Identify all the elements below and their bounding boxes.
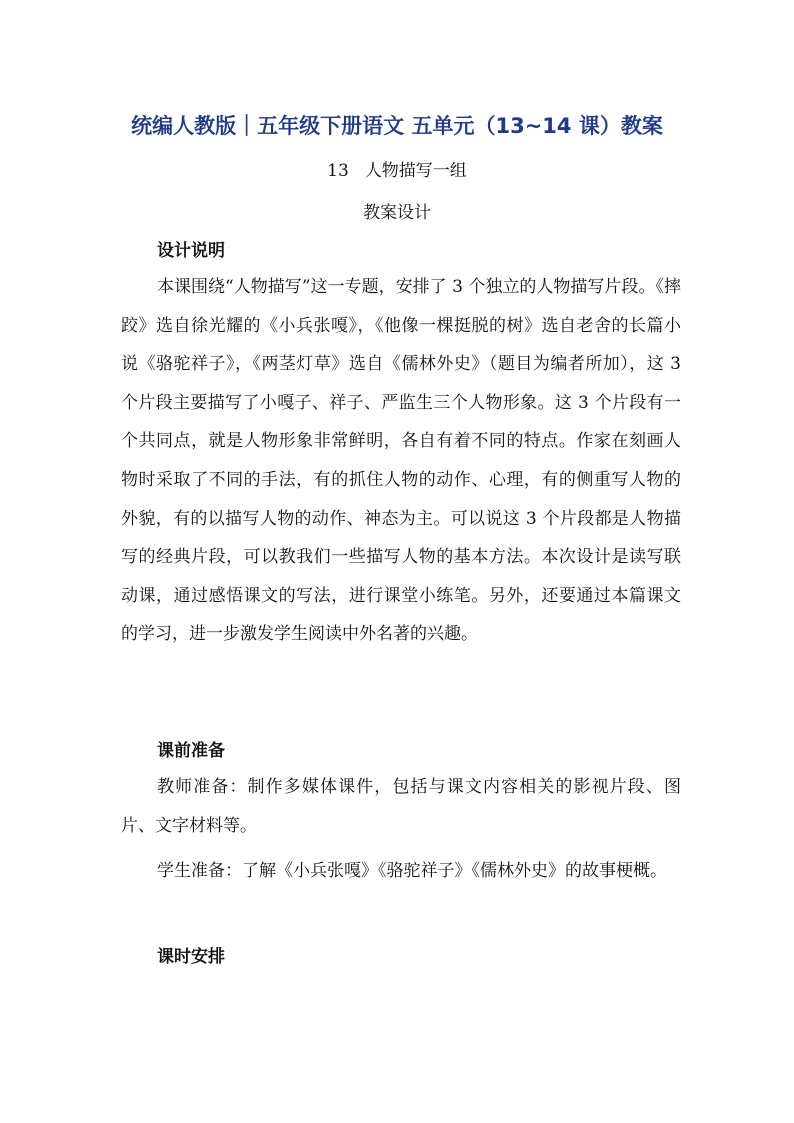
student-preparation-text: 了解《小兵张嘎》《骆驼祥子》《儒林外史》的故事梗概。 (242, 861, 667, 881)
paragraph-teacher-preparation (121, 768, 681, 845)
teacher-preparation-label: 教师准备： (157, 777, 248, 797)
lesson-name: 人物描写一组 (364, 161, 467, 181)
teacher-preparation-text: 制作多媒体课件，包括与课文内容相关的影视片段、图片、文字材料等。 (121, 777, 682, 836)
document-title: 统编人教版｜五年级下册语文 五单元（13~14 课）教案 (131, 114, 663, 138)
heading-preparation: 课前准备 (157, 741, 225, 761)
heading-schedule: 课时安排 (157, 947, 225, 967)
lesson-title (0, 156, 794, 181)
lesson-number: 13 (327, 161, 349, 181)
student-preparation-label: 学生准备： (157, 861, 242, 881)
paragraph-design-notes: 本课围绕“人物描写”这一专题，安排了 3 个独立的人物描写片段。《摔跤》选自徐光耀的《小兵张嘎》，《他像一棵挺脱的树》选自老舍的长篇小说《骆驼祥子》，《两茎灯草》选自《儒林外史》（题目为编者所加），这 3 个片段主要描写了小嘎子、祥子、严监生三个人物形象。这 3 个片段有一个共同点，就是人物形象非常鲜明，各自有着不同的特点。作家在刻画人物时采取了不同的手法，有的抓住人物的动作、心理，有的侧重写人物的外貌，有的以描写人物的动作、神态为主。可以说这 3 个片段都是人物描写的经典片段，可以教我们一些描写人物的基本方法。本次设计是读写联动课，通过感悟课文的写法，进行课堂小练笔。另外，还要通过本篇课文的学习，进一步激发学生阅读中外名著的兴趣。 (121, 277, 681, 645)
design-title: 教案设计 (363, 203, 431, 223)
heading-design-notes: 设计说明 (157, 241, 225, 261)
paragraph-student-preparation (121, 852, 681, 891)
